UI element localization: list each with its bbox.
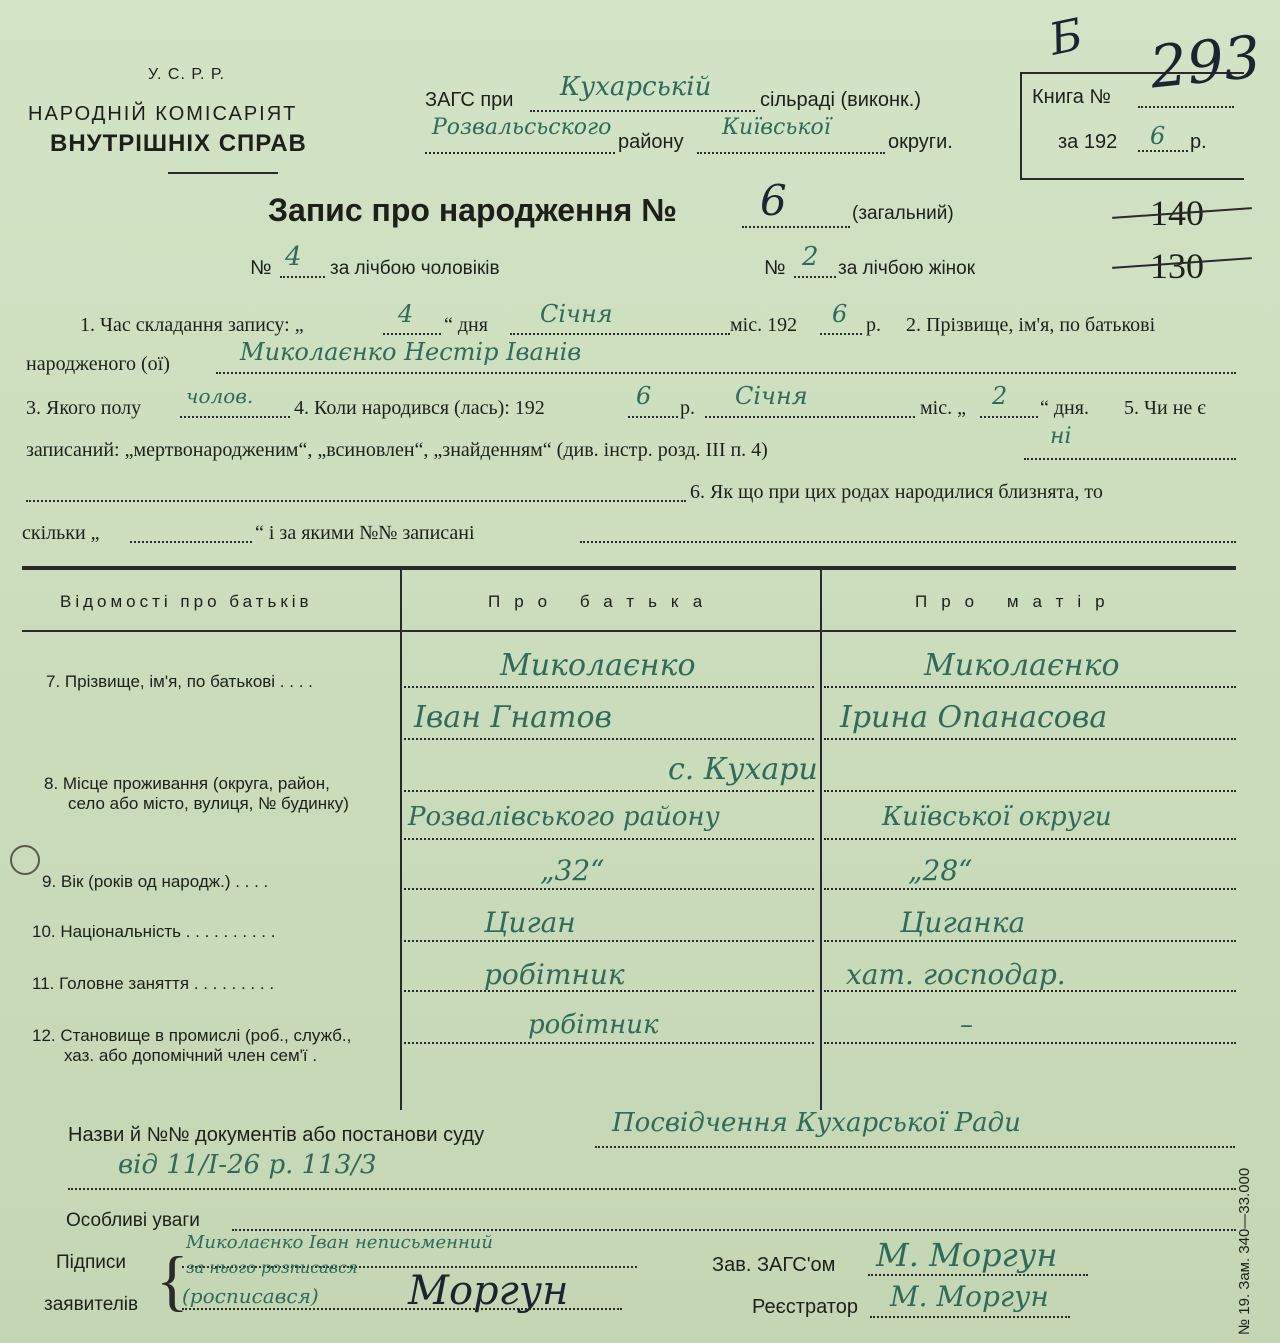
f1-label: 1. Час складання запису: „	[80, 314, 304, 336]
table-header-rule	[22, 630, 1236, 632]
zags-village-value: Кухарській	[560, 72, 712, 102]
father-age: „32“	[540, 854, 605, 887]
zags-head-signature: М. Моргун	[876, 1236, 1058, 1274]
f5-line2: записаний: „мертвонародженим“, „всиновлен“, „знайденням“ (див. інстр. розд. ІІІ п. 4)	[26, 439, 768, 461]
father-name: Іван Гнатов	[414, 700, 612, 735]
struck-number-top: 140	[1150, 193, 1204, 233]
commissariat-line2: ВНУТРІШНІХ СПРАВ	[50, 130, 307, 157]
zags-suffix: сільраді (виконк.)	[760, 89, 922, 111]
father-rule-5	[404, 888, 814, 890]
notes-label: Особливі уваги	[66, 1210, 200, 1231]
f2-value-line	[216, 372, 1236, 374]
row-label-occupation: 11. Головне заняття . . . . . . . . .	[32, 974, 275, 993]
mother-position: –	[960, 1010, 973, 1040]
declarant-signature: Моргун	[408, 1268, 569, 1314]
table-header-father: Про батька	[488, 592, 717, 611]
mother-nationality: Циганка	[900, 906, 1026, 939]
year-prefix: за 192	[1058, 131, 1118, 153]
docs-line-2	[68, 1188, 1236, 1190]
f4-month: Січня	[735, 382, 808, 410]
record-title: Запис про народження №	[268, 192, 677, 228]
mother-rule-8	[824, 1042, 1236, 1044]
okruha-value: Київської	[722, 115, 831, 140]
book-number: 293	[1146, 22, 1264, 102]
father-rule-1	[404, 686, 814, 688]
f2-line2: народженого (ої)	[26, 353, 170, 375]
father-village: с. Кухари	[668, 752, 818, 787]
district-value: Розвальсьского	[432, 115, 612, 140]
row-label-residence-1: 8. Місце проживання (округа, район,	[44, 774, 330, 793]
registrar-signature: М. Моргун	[890, 1280, 1049, 1313]
f1-day: 4	[398, 300, 414, 328]
father-rule-3	[404, 790, 814, 792]
f4-year-line	[628, 416, 678, 418]
zags-head-label: Зав. ЗАГС'ом	[712, 1254, 836, 1276]
f4-month-line	[705, 416, 915, 418]
row-label-name: 7. Прізвище, ім'я, по батькові . . . .	[46, 672, 313, 691]
f1-mis: міс. 192	[730, 314, 798, 336]
declarant-text-1: Миколаєнко Іван неписьменний	[186, 1232, 493, 1253]
men-value: 4	[285, 242, 302, 272]
row-label-age: 9. Вік (років од народж.) . . . .	[42, 872, 269, 891]
year-suffix: р.	[1190, 131, 1207, 153]
book-label: Книга №	[1032, 86, 1111, 108]
father-district: Розвалівського району	[408, 802, 720, 832]
men-label: за лічбою чоловіків	[330, 258, 500, 279]
record-number-line	[742, 226, 850, 228]
district-label: району	[618, 131, 684, 153]
mother-rule-5	[824, 888, 1236, 890]
registrar-line	[870, 1316, 1070, 1318]
f6-count-line	[130, 541, 252, 543]
table-col-divider-2	[820, 570, 822, 1110]
father-nationality: Циган	[484, 906, 576, 939]
f3-value: чолов.	[186, 384, 254, 408]
ussr-label: У. С. Р. Р.	[148, 66, 226, 83]
father-rule-8	[404, 1042, 814, 1044]
signatures-brace: {	[156, 1242, 189, 1318]
f1-year: 6	[832, 300, 848, 328]
men-line	[280, 276, 325, 278]
header-divider	[168, 172, 278, 174]
table-top-rule	[22, 566, 1236, 570]
book-letter: Б	[1045, 9, 1088, 66]
okruha-label: округи.	[888, 131, 953, 153]
f1-day-word: “ дня	[444, 314, 488, 336]
father-surname: Миколаєнко	[500, 648, 696, 683]
father-occupation: робітник	[484, 958, 625, 991]
year-value: 6	[1150, 122, 1166, 150]
commissariat-line1: НАРОДНІЙ КОМІСАРІЯТ	[28, 103, 298, 125]
women-label: за лічбою жінок	[838, 258, 976, 279]
father-rule-2	[404, 738, 814, 740]
row-label-position-1: 12. Становище в промислі (роб., служб.,	[32, 1026, 352, 1045]
f4-year: 6	[636, 382, 652, 410]
f6-numbers-line	[580, 541, 1236, 543]
f1-year-line	[820, 333, 862, 335]
mother-rule-1	[824, 686, 1236, 688]
women-line	[794, 276, 836, 278]
f6-label: 6. Як що при цих родах народилися близнята, то	[690, 481, 1103, 503]
f5-continuation-line	[26, 500, 686, 502]
zags-head-line	[868, 1274, 1088, 1276]
docs-value: Посвідчення Кухарської Ради	[612, 1108, 1021, 1138]
f3-line	[180, 416, 290, 418]
record-number: 6	[760, 176, 787, 225]
f3-label: 3. Якого полу	[26, 397, 142, 419]
registrar-label: Реєстратор	[752, 1296, 858, 1318]
district-line	[425, 152, 615, 154]
docs-line	[595, 1146, 1235, 1148]
f5-line	[1024, 458, 1236, 460]
struck-number-bottom: 130	[1150, 246, 1204, 286]
table-header-info: Відомості про батьків	[60, 592, 313, 611]
f4-day: 2	[992, 382, 1008, 410]
f6-numbers-label: “ і за якими №№ записані	[255, 522, 475, 544]
table-col-divider-1	[400, 570, 402, 1110]
father-position: робітник	[528, 1010, 659, 1040]
signatures-label: Підписи	[56, 1252, 126, 1273]
row-label-position-2: хаз. або допомічний член сем'ї .	[64, 1046, 318, 1065]
women-prefix: №	[764, 257, 786, 279]
mother-surname: Миколаєнко	[924, 648, 1120, 683]
f2-value: Миколаєнко Нестір Іванів	[240, 338, 582, 366]
f4-mis: міс. „	[920, 397, 966, 419]
zags-village-line	[530, 110, 755, 112]
mother-occupation: хат. господар.	[846, 958, 1066, 991]
book-number-line	[1138, 106, 1234, 108]
f5-value: ні	[1050, 424, 1072, 449]
f4-day-word: “ дня.	[1040, 397, 1089, 419]
f1-r: р.	[866, 314, 881, 336]
binding-hole	[10, 845, 40, 875]
mother-rule-3	[824, 790, 1236, 792]
mother-district: Київської округи	[882, 802, 1112, 832]
men-prefix: №	[250, 257, 272, 279]
f6-count-label: скільки „	[22, 522, 100, 544]
mother-rule-2	[824, 738, 1236, 740]
women-value: 2	[802, 242, 819, 272]
father-rule-4	[404, 838, 814, 840]
mother-age: „28“	[908, 854, 973, 887]
declarant-text-2: за нього розписався	[186, 1258, 358, 1277]
f4-r: р.	[680, 397, 695, 419]
f1-day-line	[383, 333, 441, 335]
notes-line	[232, 1229, 1236, 1231]
row-label-nationality: 10. Національність . . . . . . . . . .	[32, 922, 276, 941]
print-info: № 19. Зам. 340—33.000	[1236, 1167, 1253, 1335]
mother-rule-6	[824, 940, 1236, 942]
f5-label: 5. Чи не є	[1124, 397, 1206, 419]
docs-value-2: від 11/І-26 р. 113/3	[118, 1150, 377, 1180]
record-general-label: (загальний)	[852, 203, 954, 224]
zags-prefix: ЗАГС при	[425, 89, 514, 111]
declarants-label: заявителів	[44, 1294, 139, 1315]
row-label-residence-2: село або місто, вулиця, № будинку)	[68, 794, 349, 813]
mother-rule-4	[824, 838, 1236, 840]
declarant-text-3: (росписався)	[182, 1284, 319, 1308]
f2-label: 2. Прізвище, ім'я, по батькові	[906, 314, 1156, 336]
mother-name: Ірина Опанасова	[840, 700, 1108, 735]
father-rule-6	[404, 940, 814, 942]
docs-label: Назви й №№ документів або постанови суду	[68, 1124, 485, 1146]
f1-month-line	[510, 333, 730, 335]
year-line	[1138, 150, 1188, 152]
f4-day-line	[980, 416, 1038, 418]
table-header-mother: Про матір	[915, 592, 1119, 611]
f1-month: Січня	[540, 300, 613, 328]
okruha-line	[697, 152, 885, 154]
f4-label: 4. Коли народився (лась): 192	[294, 397, 545, 419]
